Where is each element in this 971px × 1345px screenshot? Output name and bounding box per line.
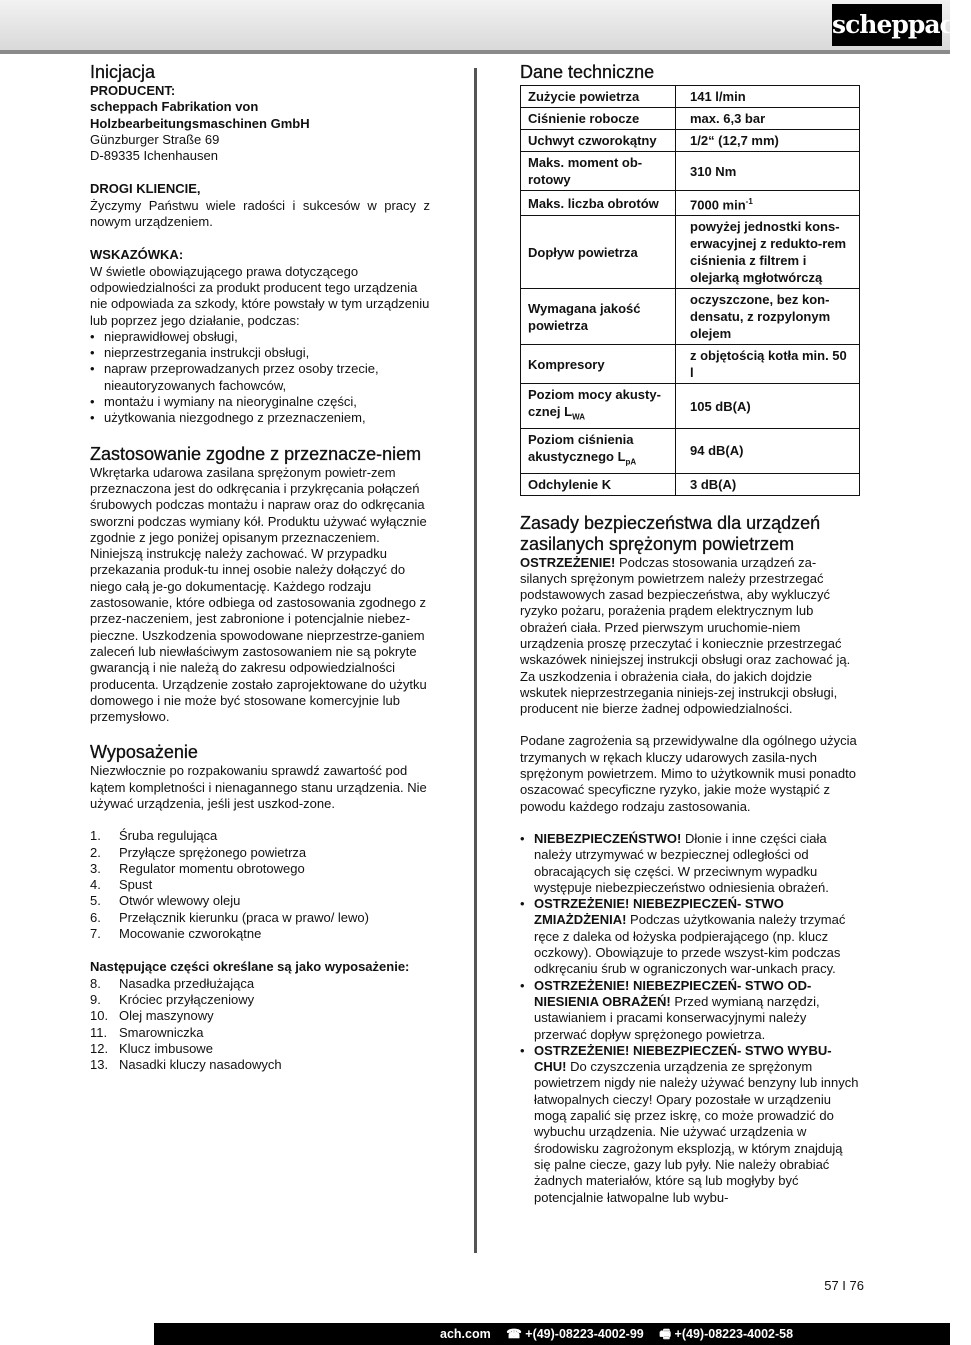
item-number: 4. [90,877,101,893]
safety-para2: Podane zagrożenia są przewidywalne dla ogólnego użycia trzymanych w rękach kluczy udarowych zasila-nych sprężonym powietrzem. Mimo to użytkownik musi ponadto oszacować specyficzne ryzyko, jakie może wystąpić z powodu każdego rodzaju zastosowania. [520,733,857,814]
tech-value-sup: -1 [745,197,753,206]
list-item [90,828,430,844]
tech-label-text: Poziom ciśnienia akustycznego L [528,431,634,464]
tech-label: Kompresory [521,345,676,384]
list-item: • montażu i wymiany na nieoryginalne części, [90,394,430,410]
tech-title: Dane techniczne [520,62,655,82]
tech-value: 141 l/min [676,86,860,108]
warning-label: OSTRZEŻENIE! [520,554,616,570]
item-label: Spust [119,877,153,893]
hazard-label: OSTRZEŻENIE! NIEBEZPIECZEŃ- STWO WYBU-CHU! [534,1042,832,1075]
item-label: Regulator momentu obrotowego [119,860,305,876]
table-row [521,473,860,495]
hazard-text: Przed wymianą narzędzi, ustawianiem i pracami konserwacyjnymi należy przerwać dopływ sprężonego powietrza. [534,993,820,1042]
tech-value: 94 dB(A) [676,428,860,473]
list-item [90,1057,430,1073]
item-label: Mocowanie czworokątne [119,926,262,942]
tech-label [521,428,676,473]
brand-logo: scheppach [832,4,942,46]
safety-title: Zasady bezpieczeństwa dla urządzeń zasilanych sprężonym powietrzem [520,512,821,554]
page-number: 57 I 76 [824,1278,864,1293]
item-number: 5. [90,893,101,909]
producer-label: PRODUCENT: [90,83,176,98]
table-row [521,345,860,384]
list-item: • nieprzestrzegania instrukcji obsługi, [90,345,430,361]
item-number: 8. [90,975,101,991]
list-item: • nieprawidłowej obsługi, [90,329,430,345]
phone-icon: ☎ [506,1327,522,1341]
item-label: Smarowniczka [119,1024,204,1040]
table-row [521,384,860,429]
list-item [520,978,860,1043]
hazard-text: Dłonie i inne części ciała należy utrzymywać w bezpiecznej odległości od obracających się części. W przeciwnym wypadku występuje niebezpieczeństwo odniesienia obrażeń. [534,830,829,895]
item-number: 7. [90,926,101,942]
equipment-title: Wyposażenie [90,742,198,763]
item-number: 9. [90,991,101,1007]
table-row [521,86,860,108]
tech-table [520,85,860,496]
tech-label: Zużycie powietrza [521,86,676,108]
equipment-text: Niezwłocznie po rozpakowaniu sprawdź zawartość pod kątem kompletności i nienagannego stanu urządzenia. Nie używać urządzenia, jeśli jest uszkod-zone. [90,763,427,811]
item-label: Olej maszynowy [119,1008,214,1024]
list-item [90,845,430,861]
producer-city: D-89335 Ichenhausen [90,148,218,164]
item-label: Śruba regulująca [119,828,218,844]
tech-value: oczyszczone, bez kon-densatu, z rozpylonym olejem [676,289,860,345]
table-row [521,130,860,152]
item-label: Otwór wlewowy oleju [119,893,241,909]
producer-street: Günzburger Straße 69 [90,131,220,147]
table-row [521,216,860,289]
list-item [90,1008,430,1024]
tech-label: Ciśnienie robocze [521,108,676,130]
hazard-text: Podczas użytkowania należy trzymać ręce z daleka od łożyska podpierającego (np. klucz oczkowy). Obowiązuje to przede wszyst-kim podczas odkręcaniu śrub w ograniczonych war-unkach pracy. [534,912,846,977]
item-number: 1. [90,828,101,844]
table-row [521,152,860,191]
safety-list [520,831,860,1206]
item-label: Króciec przyłączeniowy [119,991,255,1007]
tech-value: 105 dB(A) [676,384,860,429]
tech-label: Odchylenie K [521,473,676,495]
right-column [520,62,860,1206]
list-item [90,893,430,909]
list-item [90,976,430,992]
accessories-title: Następujące części określane są jako wyposażenie: [90,959,410,975]
item-number: 10. [90,1008,109,1024]
fax-icon: 🖷 [659,1327,672,1341]
item-label: Przełącznik kierunku (praca w prawo/ lewo) [119,909,369,925]
usage-title: Zastosowanie zgodne z przeznacze-niem [90,443,422,464]
note-label: WSKAZÓWKA: [90,247,184,263]
item-number: 11. [90,1024,108,1040]
list-item [520,1043,860,1206]
hazard-label: NIEBEZPIECZEŃSTWO! [534,830,682,846]
item-label: Nasadki kluczy nasadowych [119,1057,282,1073]
list-item [90,910,430,926]
item-number: 3. [90,860,101,876]
tech-value: powyżej jednostki kons-erwacyjnej z redukto-rem ciśnienia z filtrem i olejarką mgłotwórczą [676,216,860,289]
tech-value-text: 7000 min [690,197,746,213]
tech-value [676,191,860,216]
producer-name-1: scheppach Fabrikation von [90,99,259,115]
footer-fax: +(49)-08223-4002-58 [674,1327,794,1341]
tech-value: 1/2“ (12,7 mm) [676,130,860,152]
list-item [520,831,860,896]
item-label: Przyłącze sprężonego powietrza [119,844,307,860]
producer-name-2: Holzbearbeitungsmaschinen GmbH [90,115,310,131]
table-row [521,191,860,216]
hazard-label: OSTRZEŻENIE! NIEBEZPIECZEŃ- STWO ZMIAŻDŻENIA! [534,896,784,928]
header-bar [0,0,971,54]
list-item [90,861,430,877]
tech-label: Dopływ powietrza [521,216,676,289]
list-item [90,992,430,1008]
tech-value: 310 Nm [676,152,860,191]
list-item [90,926,430,942]
dear-label: DROGI KLIENCIE, [90,181,201,197]
item-number: 2. [90,844,101,860]
tech-label: Maks. liczba obrotów [521,191,676,216]
table-row [521,428,860,473]
table-row [521,108,860,130]
usage-text: Wkrętarka udarowa zasilana sprężonym powietr-zem przeznaczona jest do odkręcania i przykręcania połączeń śrubowych podczas montażu i napraw oraz do odkręcania sworzni podczas wymiany kół. Produktu używać wyłącznie zgodnie z jego poniżej opisanym przeznaczeniem. Niniejszą instrukcję należy zachować. W przypadku przekazania produk-tu innej osobie należy dołączyć do niego całą je-go dokumentację. Każdego rodzaju zastosowanie, które odbiega od zastosowania zgodnego z przez-naczeniem, jest zabronione i potencjalnie niebez-pieczne. Uszkodzenia spowodowane nieprzestrze-ganiem zaleceń lub niewłaściwym zastosowaniem nie są pokryte gwarancją i nie należą do zakresu odpowiedzialności producenta. Urządzenie zostało zaprojektowane do użytku domowego i nie może być stosowane komercyjnie lub przemysłowo. [90,464,427,725]
item-number: 12. [90,1040,109,1056]
tech-label [521,384,676,429]
tech-label-sub: WA [572,412,585,422]
warning-text: Podczas stosowania urządzeń za-silanych sprężonym powietrzem należy przestrzegać podstawowych zasad bezpieczeństwa, aby wykluczyć ryzyko pożaru, porażenia prądem elektrycznym lub obrażeń ciała. Przed pierwszym uruchomie-niem urządzenia proszę przeczytać i koniecznie przestrzegać wskazówek niniejszej instrukcji obsługi oraz zachować ją. Za uszkodzenia i obrażenia ciała, do jakich dojdzie wskutek nieprzestrzegania niniejs-zej instrukcji obsługi, producent nie bierze żadnej odpowiedzialności. [520,554,851,717]
dear-text: Życzymy Państwu wiele radości i sukcesów w pracy z nowym urządzeniem. [90,197,430,230]
tech-value: z objętością kotła min. 50 l [676,345,860,384]
list-item [90,877,430,893]
safety-warning [520,555,860,718]
item-number: 13. [90,1057,109,1073]
footer-bar [0,1323,950,1345]
tech-label: Maks. moment ob-rotowy [521,152,676,191]
left-column [90,62,430,1073]
tech-label: Wymagana jakość powietrza [521,289,676,345]
note-text: W świetle obowiązującego prawa dotyczącego odpowiedzialności za produkt producent tego urządzenia nie odpowiada za szkody, które powstały w tym urządzeniu lub poprzez jego działanie, podczas: [90,263,430,328]
item-label: Klucz imbusowe [119,1040,213,1056]
tech-label-text: Poziom mocy akusty-cznej L [528,387,661,420]
list-item: • użytkowania niezgodnego z przeznaczeniem, [90,410,430,426]
column-divider [474,68,477,1253]
list-item [520,896,860,977]
note-list [90,329,430,427]
hazard-label: OSTRZEŻENIE! NIEBEZPIECZEŃ- STWO OD-NIESIENIA OBRAŻEŃ! [534,977,812,1009]
tech-value: max. 6,3 bar [676,108,860,130]
tech-label: Uchwyt czworokątny [521,130,676,152]
footer-web[interactable]: ach.com [440,1327,491,1341]
list-item [90,1041,430,1057]
tech-label-sub: pA [625,457,637,467]
list-item [90,1025,430,1041]
footer-white-block [0,1323,154,1345]
table-row [521,289,860,345]
item-number: 6. [90,909,101,925]
item-label: Nasadka przedłużająca [119,975,255,991]
hazard-text: Do czyszczenia urządzenia ze sprężonym powietrzem nigdy nie należy używać benzyny lub innych łatwopalnych cieczy! Opary pozostałe w urządzeniu mogą zapalić się przez iskrę, co może prowadzić do wybuchu urządzenia. Nie używać urządzenia w środowisku zagrożonym eksplozją, w którym znajdują się palne ciecze, gazy lub pyły. Nie należy obrabiać żadnych materiałów, które są lub mogłyby być potencjalnie łatwopalne lub wybu- [534,1059,859,1205]
accessories-list [90,976,430,1074]
footer-contact [440,1323,793,1345]
list-item: • napraw przeprowadzanych przez osoby trzecie, nieautoryzowanych fachowców, [90,361,430,394]
equipment-list [90,828,430,942]
footer-phone: +(49)-08223-4002-99 [525,1327,644,1341]
intro-title: Inicjacja [90,62,156,82]
tech-value: 3 dB(A) [676,473,860,495]
